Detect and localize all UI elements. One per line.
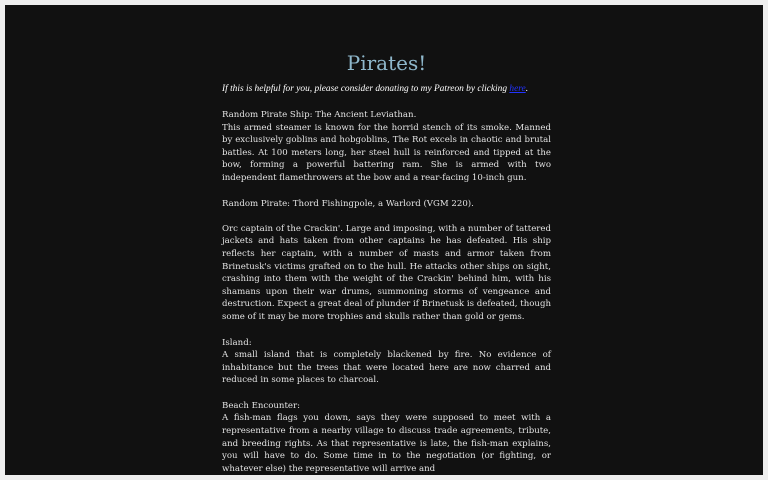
beach-encounter-section: [222, 400, 551, 475]
pirate-ship-heading: Random Pirate Ship: The Ancient Leviathan.: [222, 110, 417, 120]
article-content: [222, 49, 551, 475]
pirate-ship-body: This armed steamer is known for the horrid stench of its smoke. Manned by exclusively goblins and hobgoblins, The Rot excels in chaotic and brutal battles. At 100 meters long, her steel hull is reinforced and tipped at the bow, forming a powerful battering ram. She is armed with two independent flamethrowers at the bow and a rear-facing 10-inch gun.: [222, 122, 551, 183]
patreon-link[interactable]: here: [509, 84, 526, 94]
beach-encounter-body: A fish-man flags you down, says they were supposed to meet with a representative from a nearby village to discuss trade agreements, tribute, and breeding rights. As that representative is late, the fish-man explains, you will have to do. Some time in to the negotiation (or fighting, or whatever else) the representative will arrive and: [222, 413, 551, 474]
page-title: Pirates!: [346, 51, 427, 75]
pirate-section: [222, 198, 551, 324]
pirate-body: Orc captain of the Crackin'. Large and imposing, with a number of tattered jackets and hats taken from other captains he has defeated. His ship reflects her captain, with a number of masts and armor taken from Brinetusk's victims grafted on to the hull. He attacks other ships on sight, crashing into them with the weight of the Crackin' behind him, with his shamans upon their war drums, summoning storms of vengeance and destruction. Expect a great deal of plunder if Brinetusk is defeated, though some of it may be more trophies and skulls rather than gold or gems.: [222, 223, 551, 322]
patreon-suffix: .: [525, 84, 529, 94]
page-frame: [5, 5, 763, 475]
patreon-text: If this is helpful for you, please consider donating to my Patreon by clicking: [222, 84, 508, 94]
patreon-note: [222, 83, 551, 95]
island-section: [222, 337, 551, 387]
paragraph-gap: [222, 210, 551, 223]
island-body: A small island that is completely blackened by fire. No evidence of inhabitance but the trees that were located here are now charred and reduced in some places to charcoal.: [222, 350, 551, 386]
pirate-heading: Random Pirate: Thord Fishingpole, a Warlord (VGM 220).: [222, 198, 474, 209]
beach-encounter-heading: Beach Encounter:: [222, 400, 301, 411]
pirate-ship-section: [222, 109, 551, 185]
island-heading: Island:: [222, 337, 252, 348]
